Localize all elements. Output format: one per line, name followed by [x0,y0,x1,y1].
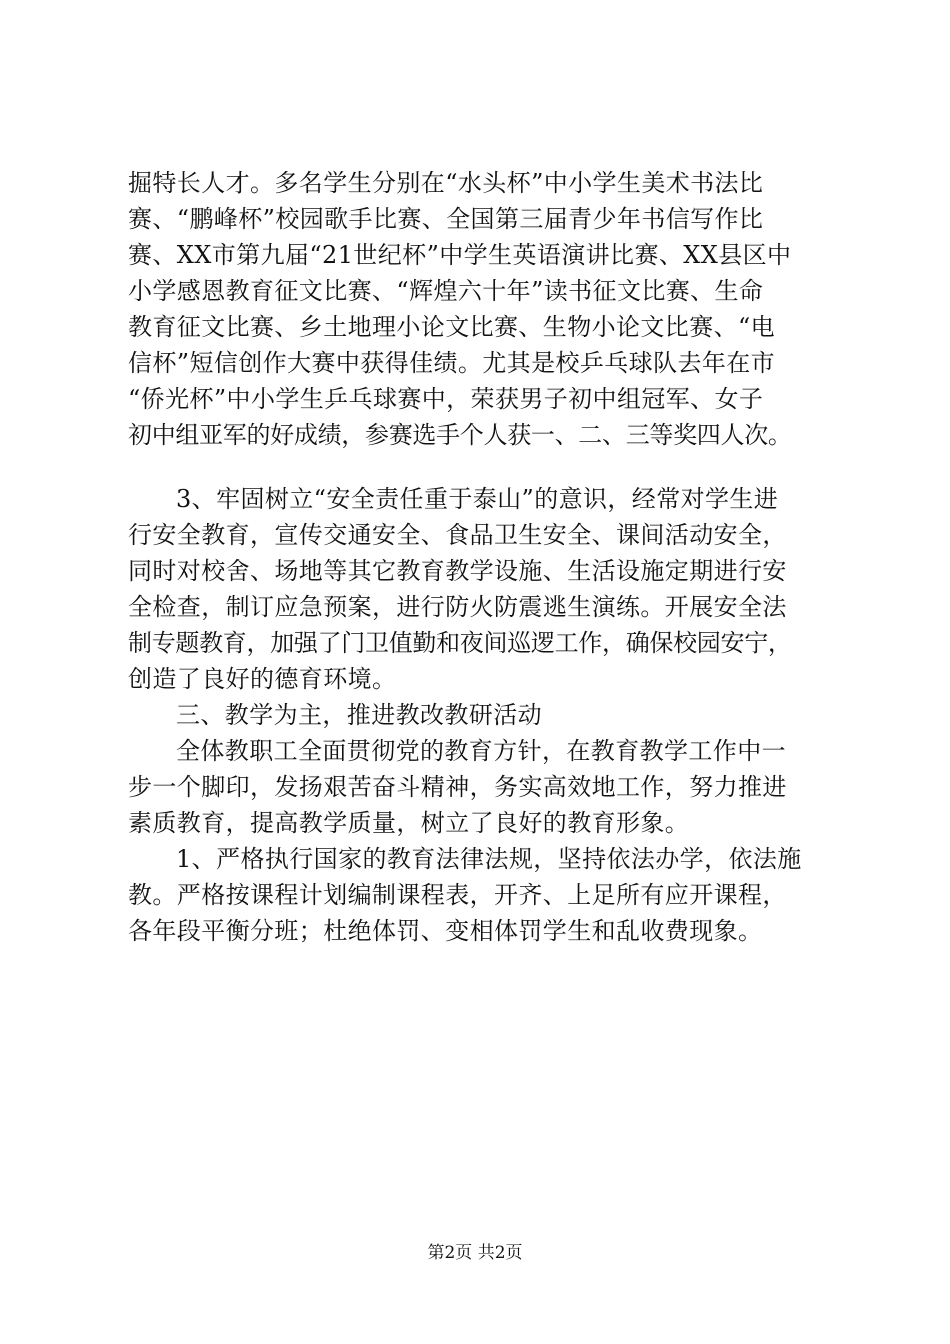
text-line: 赛、“鹏峰杯”校园歌手比赛、全国第三届青少年书信写作比 [128,205,764,233]
paragraph-achievements [128,165,840,453]
text-line: 素质教育，提高教学质量，树立了良好的教育形象。 [128,809,690,837]
paragraph-safety [128,481,840,697]
text-line: 创造了良好的德育环境。 [128,665,397,693]
text-line: 掘特长人才。多名学生分别在“水头杯”中小学生美术书法比 [128,169,764,197]
text-line: 小学感恩教育征文比赛、“辉煌六十年”读书征文比赛、生命 [128,277,764,305]
paragraph-regulations [128,841,840,949]
text-line: 各年段平衡分班；杜绝体罚、变相体罚学生和乱收费现象。 [128,917,763,945]
text-line: 3、牢固树立“安全责任重于泰山”的意识，经常对学生进 [176,485,779,513]
text-line: 1、严格执行国家的教育法律法规，坚持依法办学，依法施 [176,845,802,873]
text-line: 行安全教育，宣传交通安全、食品卫生安全、课间活动安全， [128,521,787,549]
section-heading: 三、教学为主，推进教改教研活动 [176,701,542,729]
document-body [128,165,840,949]
text-line: 步一个脚印，发扬艰苦奋斗精神，务实高效地工作，努力推进 [128,773,787,801]
paragraph-teaching [128,733,840,841]
text-line: 教育征文比赛、乡土地理小论文比赛、生物小论文比赛、“电 [128,313,776,341]
page-number-footer: 第2页 共2页 [427,1243,523,1263]
text-line: 制专题教育，加强了门卫值勤和夜间巡逻工作，确保校园安宁， [128,629,792,657]
text-line: 同时对校舍、场地等其它教育教学设施、生活设施定期进行安 [128,557,787,585]
text-line: 信杯”短信创作大赛中获得佳绩。尤其是校乒乓球队去年在市 [128,349,776,377]
paragraph-spacer [128,453,840,481]
text-line: 赛、XX市第九届“21世纪杯”中学生英语演讲比赛、XX县区中 [128,241,792,269]
text-line: 初中组亚军的好成绩，参赛选手个人获一、二、三等奖四人次。 [128,421,792,449]
text-line: “侨光杯”中小学生乒乓球赛中，荣获男子初中组冠军、女子 [128,385,764,413]
text-line: 全体教职工全面贯彻党的教育方针，在教育教学工作中一 [176,737,786,765]
text-line: 教。严格按课程计划编制课程表，开齐、上足所有应开课程， [128,881,787,909]
text-line: 全检查，制订应急预案，进行防火防震逃生演练。开展安全法 [128,593,787,621]
